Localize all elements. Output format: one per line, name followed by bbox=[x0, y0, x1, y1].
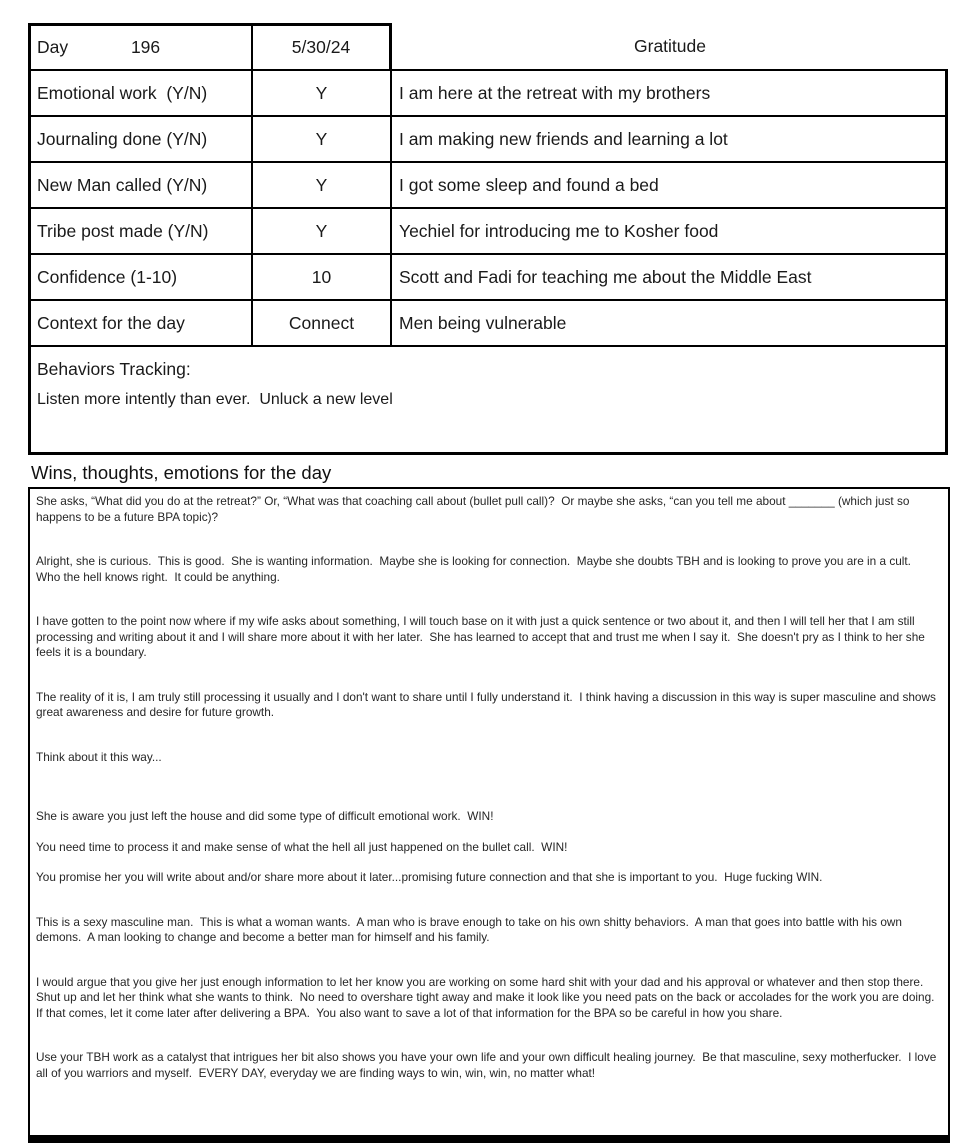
table-row bbox=[28, 255, 948, 301]
table-row bbox=[28, 71, 948, 117]
row-gratitude: I am here at the retreat with my brothers bbox=[392, 71, 948, 117]
row-value: Y bbox=[253, 163, 392, 209]
journal-paragraph: Alright, she is curious. This is good. She is wanting information. Maybe she is looking for connection. Maybe she doubts TBH and is looking to prove you are in a cult. Who the hell knows right. It could be anything. bbox=[36, 554, 918, 584]
table-row bbox=[28, 117, 948, 163]
row-gratitude: I am making new friends and learning a lot bbox=[392, 117, 948, 163]
row-label: New Man called (Y/N) bbox=[28, 163, 253, 209]
row-gratitude: I got some sleep and found a bed bbox=[392, 163, 948, 209]
gratitude-header: Gratitude bbox=[392, 23, 948, 71]
day-number: 196 bbox=[130, 37, 161, 57]
row-label: Tribe post made (Y/N) bbox=[28, 209, 253, 255]
journal-paragraph: You need time to process it and make sense of what the hell all just happened on the bullet call. WIN! bbox=[36, 839, 568, 854]
behaviors-tracking-note: Listen more intently than ever. Unluck a new level bbox=[37, 391, 393, 408]
day-label: Day bbox=[37, 37, 69, 57]
table-row bbox=[28, 209, 948, 255]
row-gratitude: Yechiel for introducing me to Kosher food bbox=[392, 209, 948, 255]
behaviors-tracking-title: Behaviors Tracking: bbox=[37, 359, 191, 379]
table-row bbox=[28, 301, 948, 347]
journal-paragraph: Think about it this way... bbox=[36, 749, 162, 764]
journal-paragraph: She is aware you just left the house and did some type of difficult emotional work. WIN! bbox=[36, 809, 494, 823]
row-value: Connect bbox=[253, 301, 392, 347]
row-label: Journaling done (Y/N) bbox=[28, 117, 253, 163]
table-row bbox=[28, 163, 948, 209]
row-value: Y bbox=[253, 117, 392, 163]
journal-paragraph: She asks, “What did you do at the retreat?” Or, “What was that coaching call about (bullet pull call)? Or maybe she asks, “can you tell me about _______ (which just so happens to be a future BPA topic)? bbox=[36, 494, 913, 524]
row-value: Y bbox=[253, 209, 392, 255]
table-header-row bbox=[28, 23, 948, 71]
journal-paragraph: Use your TBH work as a catalyst that intrigues her bit also shows you have your own life and your own difficult healing journey. Be that masculine, sexy motherfucker. I love all of you warriors and myself. EVERY DAY, everyday we are finding ways to win, win, win, no matter what! bbox=[36, 1050, 940, 1080]
row-gratitude: Men being vulnerable bbox=[392, 301, 948, 347]
row-label: Context for the day bbox=[28, 301, 253, 347]
behaviors-tracking-box bbox=[28, 347, 948, 455]
journal-paragraph: I have gotten to the point now where if my wife asks about something, I will touch base on it with just a quick sentence or two about it, and then I will tell her that I am still processing and writing about it and I will share more about it with her later. She has learned to accept that and trust me when I say it. She doesn't pry as I think to her she feels it is a boundary. bbox=[36, 614, 929, 659]
date-cell: 5/30/24 bbox=[253, 23, 392, 71]
journal-paragraph: I would argue that you give her just enough information to let her know you are working on some hard shit with your dad and his approval or whatever and then stop there. Shut up and let her think what she wants to think. No need to overshare tight away and make it look like you need pats on the back or accolades for the work you are doing. If that comes, let it come later after delivering a BPA. You also want to save a lot of that information for the BPA so be careful in how you share. bbox=[36, 974, 941, 1020]
journal-paragraph: The reality of it is, I am truly still processing it usually and I don't want to share until I fully understand it. I think having a discussion in this way is super masculine and shows great awareness and desire for future growth. bbox=[36, 689, 940, 719]
tracker-table bbox=[28, 23, 948, 455]
wins-section-heading: Wins, thoughts, emotions for the day bbox=[31, 462, 332, 483]
row-value: Y bbox=[253, 71, 392, 117]
journal-paragraph: You promise her you will write about and/or share more about it later...promising future connection and that she is important to you. Huge fucking WIN. bbox=[36, 870, 823, 884]
row-gratitude: Scott and Fadi for teaching me about the Middle East bbox=[392, 255, 948, 301]
journal-paragraph: This is a sexy masculine man. This is what a woman wants. A man who is brave enough to take on his own shitty behaviors. A man that goes into battle with his own demons. A man looking to change and become a better man for himself and his family. bbox=[36, 914, 906, 944]
row-label: Confidence (1-10) bbox=[28, 255, 253, 301]
journal-text-box bbox=[28, 487, 950, 1143]
day-cell bbox=[28, 23, 253, 71]
row-label: Emotional work (Y/N) bbox=[28, 71, 253, 117]
row-value: 10 bbox=[253, 255, 392, 301]
